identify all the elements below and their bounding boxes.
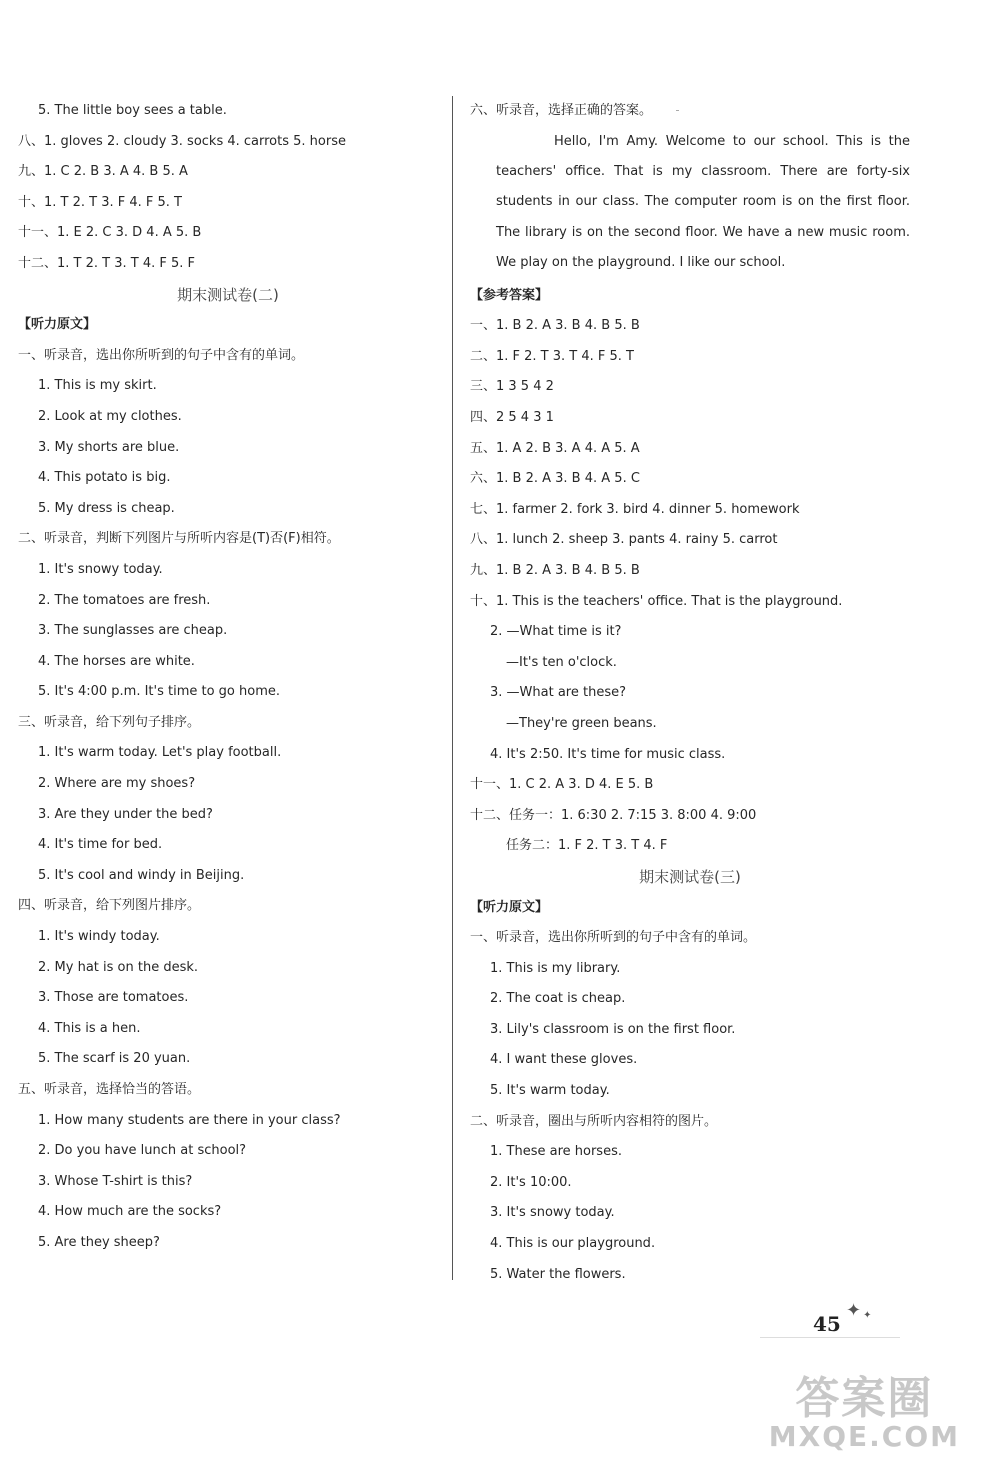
text-line: —They're green beans. (506, 715, 657, 731)
text-line: 1. This is my library. (490, 960, 621, 976)
text-line: 2. Do you have lunch at school? (38, 1143, 247, 1159)
text-line: 九、1. B 2. A 3. B 4. B 5. B (470, 562, 640, 578)
text-line: 3. —What are these? (490, 685, 626, 701)
text-line: —It's ten o'clock. (506, 654, 617, 670)
text-line: 2. The coat is cheap. (490, 991, 626, 1007)
right-column (470, 96, 910, 1290)
watermark-logo-text: 答案圈 (795, 1373, 934, 1424)
text-line: 二、听录音，判断下列图片与所听内容是(T)否(F)相符。 (18, 531, 340, 547)
text-line: 八、1. lunch 2. sheep 3. pants 4. rainy 5. carrot (470, 532, 778, 548)
section-heading: 六、听录音，选择正确的答案。 (470, 103, 653, 118)
listening-passage: Hello, I'm Amy. Welcome to our school. This is the teachers' office. That is my classroom. There are forty-six students in our class. The computer room is on the first floor. The library is on the second floor. We have a new music room. We play on the playground. I like our school. (496, 133, 910, 271)
text-line: 五、1. A 2. B 3. A 4. A 5. A (470, 440, 640, 456)
text-line: 4. It's time for bed. (38, 837, 163, 853)
answer-list (470, 281, 910, 1291)
star-decoration-icon: ✦ ✦ (846, 1300, 872, 1321)
page-number: 45 (813, 1312, 841, 1336)
text-line: 十二、1. T 2. T 3. T 4. F 5. F (18, 255, 195, 271)
section-title: 期末测试卷(二) (177, 285, 279, 304)
text-line: 5. Water the flowers. (490, 1266, 626, 1282)
text-line: 5. It's 4:00 p.m. It's time to go home. (38, 684, 281, 700)
text-line: 七、1. farmer 2. fork 3. bird 4. dinner 5. homework (470, 501, 800, 517)
text-line: 五、听录音，选择恰当的答语。 (18, 1082, 201, 1097)
column-divider (452, 96, 453, 1280)
text-line: 2. It's 10:00. (490, 1174, 572, 1190)
text-line: 2. Where are my shoes? (38, 776, 196, 792)
text-line: 1. It's warm today. Let's play football. (38, 745, 282, 761)
text-line: 1. How many students are there in your class? (38, 1112, 341, 1128)
text-line: 十一、1. E 2. C 3. D 4. A 5. B (18, 225, 202, 241)
text-line: 一、听录音，选出你所听到的句子中含有的单词。 (18, 347, 305, 363)
bracket-heading: 【参考答案】 (470, 287, 549, 303)
text-line: 5. The little boy sees a table. (38, 103, 227, 118)
text-line: 3. Whose T-shirt is this? (38, 1173, 193, 1189)
text-line: 3. The sunglasses are cheap. (38, 623, 228, 639)
text-line: 4. How much are the socks? (38, 1204, 222, 1220)
text-line: 十、1. T 2. T 3. F 4. F 5. T (18, 194, 182, 210)
text-line: 2. —What time is it? (490, 624, 622, 640)
text-line: 九、1. C 2. B 3. A 4. B 5. A (18, 164, 188, 180)
text-line: 四、2 5 4 3 1 (470, 410, 554, 425)
text-line: 4. It's 2:50. It's time for music class. (490, 746, 726, 762)
text-line: 一、1. B 2. A 3. B 4. B 5. B (470, 318, 640, 334)
text-line: 5. My dress is cheap. (38, 500, 175, 516)
text-line: 3. Lily's classroom is on the first floor. (490, 1021, 736, 1037)
text-line: 4. This is a hen. (38, 1020, 141, 1036)
text-line: 1. It's snowy today. (38, 561, 163, 577)
watermark (769, 1362, 960, 1453)
text-line: 任务二：1. F 2. T 3. T 4. F (506, 838, 668, 854)
text-line: 4. This is our playground. (490, 1236, 656, 1252)
text-line: 三、听录音，给下列句子排序。 (18, 714, 201, 730)
text-line: 二、听录音，圈出与所听内容相符的图片。 (470, 1113, 718, 1129)
text-line: 一、听录音，选出你所听到的句子中含有的单词。 (470, 930, 757, 946)
text-line: 5. It's warm today. (490, 1083, 610, 1099)
text-line: 1. It's windy today. (38, 929, 160, 945)
text-line: 4. I want these gloves. (490, 1052, 638, 1068)
text-line: 1. This is my skirt. (38, 378, 157, 394)
text-line: 4. The horses are white. (38, 653, 195, 669)
text-line: 4. This potato is big. (38, 470, 171, 486)
bracket-heading: 【听力原文】 (18, 317, 97, 333)
watermark-url: MXQE.COM (768, 1420, 960, 1453)
text-line: 5. The scarf is 20 yuan. (38, 1051, 191, 1067)
text-line: 二、1. F 2. T 3. T 4. F 5. T (470, 348, 634, 364)
text-line: 六、1. B 2. A 3. B 4. A 5. C (470, 471, 640, 487)
text-line: 3. It's snowy today. (490, 1205, 615, 1221)
text-line: 3. My shorts are blue. (38, 439, 180, 455)
text-line: 四、听录音，给下列图片排序。 (18, 898, 201, 914)
text-line: 5. Are they sheep? (38, 1234, 160, 1250)
text-line: 八、1. gloves 2. cloudy 3. socks 4. carrots 5. horse (18, 133, 346, 149)
text-line: 2. Look at my clothes. (38, 408, 182, 424)
text-line: 3. Those are tomatoes. (38, 990, 189, 1006)
text-line: 1. These are horses. (490, 1144, 622, 1160)
left-column (18, 96, 438, 1259)
text-line: 2. My hat is on the desk. (38, 959, 199, 975)
text-line: 十、1. This is the teachers' office. That is the playground. (470, 593, 843, 609)
section-title: 期末测试卷(三) (639, 867, 741, 886)
text-line: 2. The tomatoes are fresh. (38, 592, 211, 608)
text-line: 3. Are they under the bed? (38, 806, 213, 822)
text-line: 十一、1. C 2. A 3. D 4. E 5. B (470, 777, 654, 793)
text-line: 5. It's cool and windy in Beijing. (38, 867, 245, 883)
text-line: 三、1 3 5 4 2 (470, 379, 554, 395)
text-line: 十二、任务一：1. 6:30 2. 7:15 3. 8:00 4. 9:00 (470, 807, 757, 823)
bracket-heading: 【听力原文】 (470, 899, 549, 915)
footer-rule (760, 1337, 900, 1338)
